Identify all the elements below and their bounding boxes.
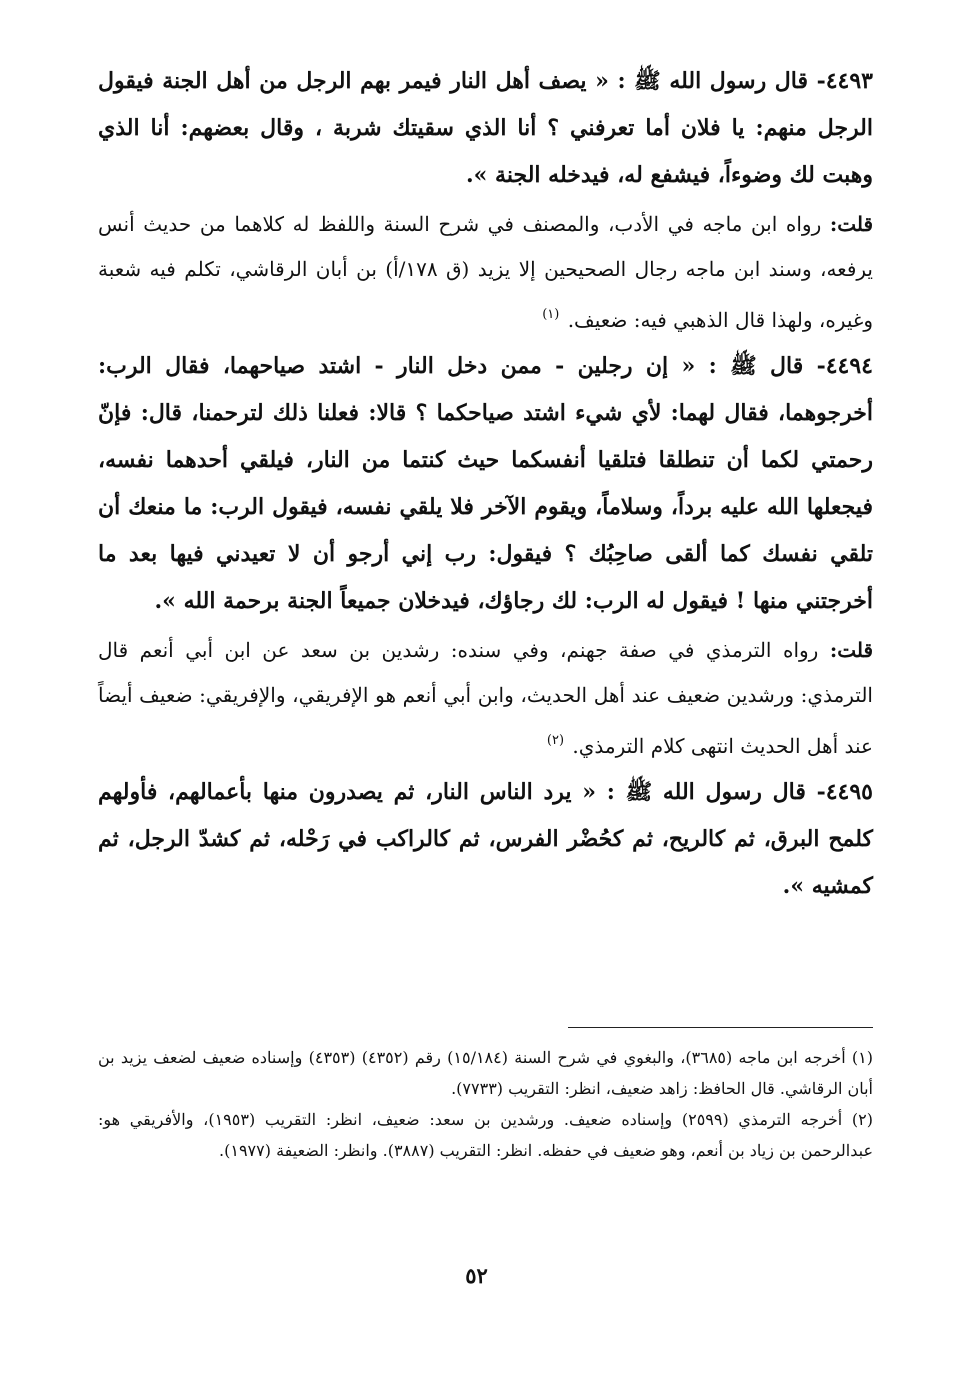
- hadith-text: قال رسول الله ﷺ : « يصف أهل النار فيمر بهم الرجل من أهل الجنة فيقول الرجل منهم: يا فلان أما تعرفني ؟ أنا الذي سقيتك شربة ، وقال بعضهم: أنا الذي وهبت لك وضوءاً، فيشفع له، فيدخله الجنة ».: [98, 68, 873, 188]
- hadith-number: ٤٤٩٥-: [816, 779, 873, 805]
- commentary-text: رواه الترمذي في صفة جهنم، وفي سنده: رشدين بن سعد عن ابن أبي أنعم قال الترمذي: ورشدين ضعيف عند أهل الحديث، وابن أبي أنعم هو الإفريقي، والإفريقي: ضعيف أيضاً عند أهل الحديث انتهى كلام الترمذي.: [98, 638, 873, 758]
- main-text: [98, 58, 873, 910]
- commentary-4494: [98, 628, 873, 769]
- footnotes: [98, 1042, 873, 1166]
- hadith-text: قال ﷺ : « إن رجلين - ممن دخل النار - اشتد صياحهما، فقال الرب: أخرجوهما، فقال لهما: لأي شيء اشتد صياحكما ؟ قالا: فعلنا ذلك لترحمنا، قال: فإنّ رحمتي لكما أن تنطلقا فتلقيا أنفسكما حيث كنتما من النار، فيلقي أحدهما نفسه، فيجعلها الله عليه برداً، وسلاماً، ويقوم الآخر فلا يلقي نفسه، فيقول الرب: ما منعك أن تلقي نفسك كما ألقى صاحِبُك ؟ فيقول: رب إني أرجو أن لا تعيدني فيها بعد ما أخرجتني منها ! فيقول له الرب: لك رجاؤك، فيدخلان جميعاً الجنة برحمة الله ».: [98, 353, 873, 614]
- commentary-label: قلت:: [829, 212, 874, 236]
- hadith-number: ٤٤٩٣-: [816, 68, 873, 94]
- footnote-2: (٢) أخرجه الترمذي (٢٥٩٩) وإسناده ضعيف. ورشدين بن سعد: ضعيف، انظر: التقريب (١٩٥٣)، والأفريقي هو: عبدالرحمن بن زياد بن أنعم، وهو ضعيف في حفظه. انظر: التقريب (٣٨٨٧). وانظر: الضعيفة (١٩٧٧).: [98, 1110, 874, 1160]
- hadith-number: ٤٤٩٤-: [816, 353, 873, 379]
- commentary-text: رواه ابن ماجه في الأدب، والمصنف في شرح السنة واللفظ له كلاهما من حديث أنس يرفعه، وسند ابن ماجه رجال الصحيحين إلا يزيد (ق ١٧٨/أ) بن أبان الرقاشي، تكلم فيه شعبة وغيره، ولهذا قال الذهبي فيه: ضعيف.: [98, 212, 873, 332]
- page-number: ٥٢: [465, 1263, 488, 1288]
- footnote-divider: [568, 1027, 873, 1028]
- footnote-marker: (٢): [546, 733, 565, 748]
- commentary-4493: [98, 202, 873, 343]
- hadith-text: قال رسول الله ﷺ : « يرد الناس النار، ثم يصدرون منها بأعمالهم، فأولهم كلمح البرق، ثم كالريح، ثم كحُضْر الفرس، ثم كالراكب في رَحْله، ثم كشدّ الرجل، ثم كمشيه ».: [98, 779, 873, 899]
- hadith-4495: [98, 769, 873, 910]
- footnote-marker: (١): [542, 307, 560, 322]
- hadith-4493: [98, 58, 873, 199]
- hadith-4494: [98, 343, 873, 625]
- commentary-label: قلت:: [829, 638, 874, 662]
- footnote-1: (١) أخرجه ابن ماجه (٣٦٨٥)، والبغوي في شرح السنة (١٥/١٨٤) رقم (٤٣٥٢) (٤٣٥٣) وإسناده ضعيف لضعف يزيد بن أبان الرقاشي. قال الحافظ: زاهد ضعيف، انظر: التقريب (٧٧٣٣).: [98, 1048, 873, 1098]
